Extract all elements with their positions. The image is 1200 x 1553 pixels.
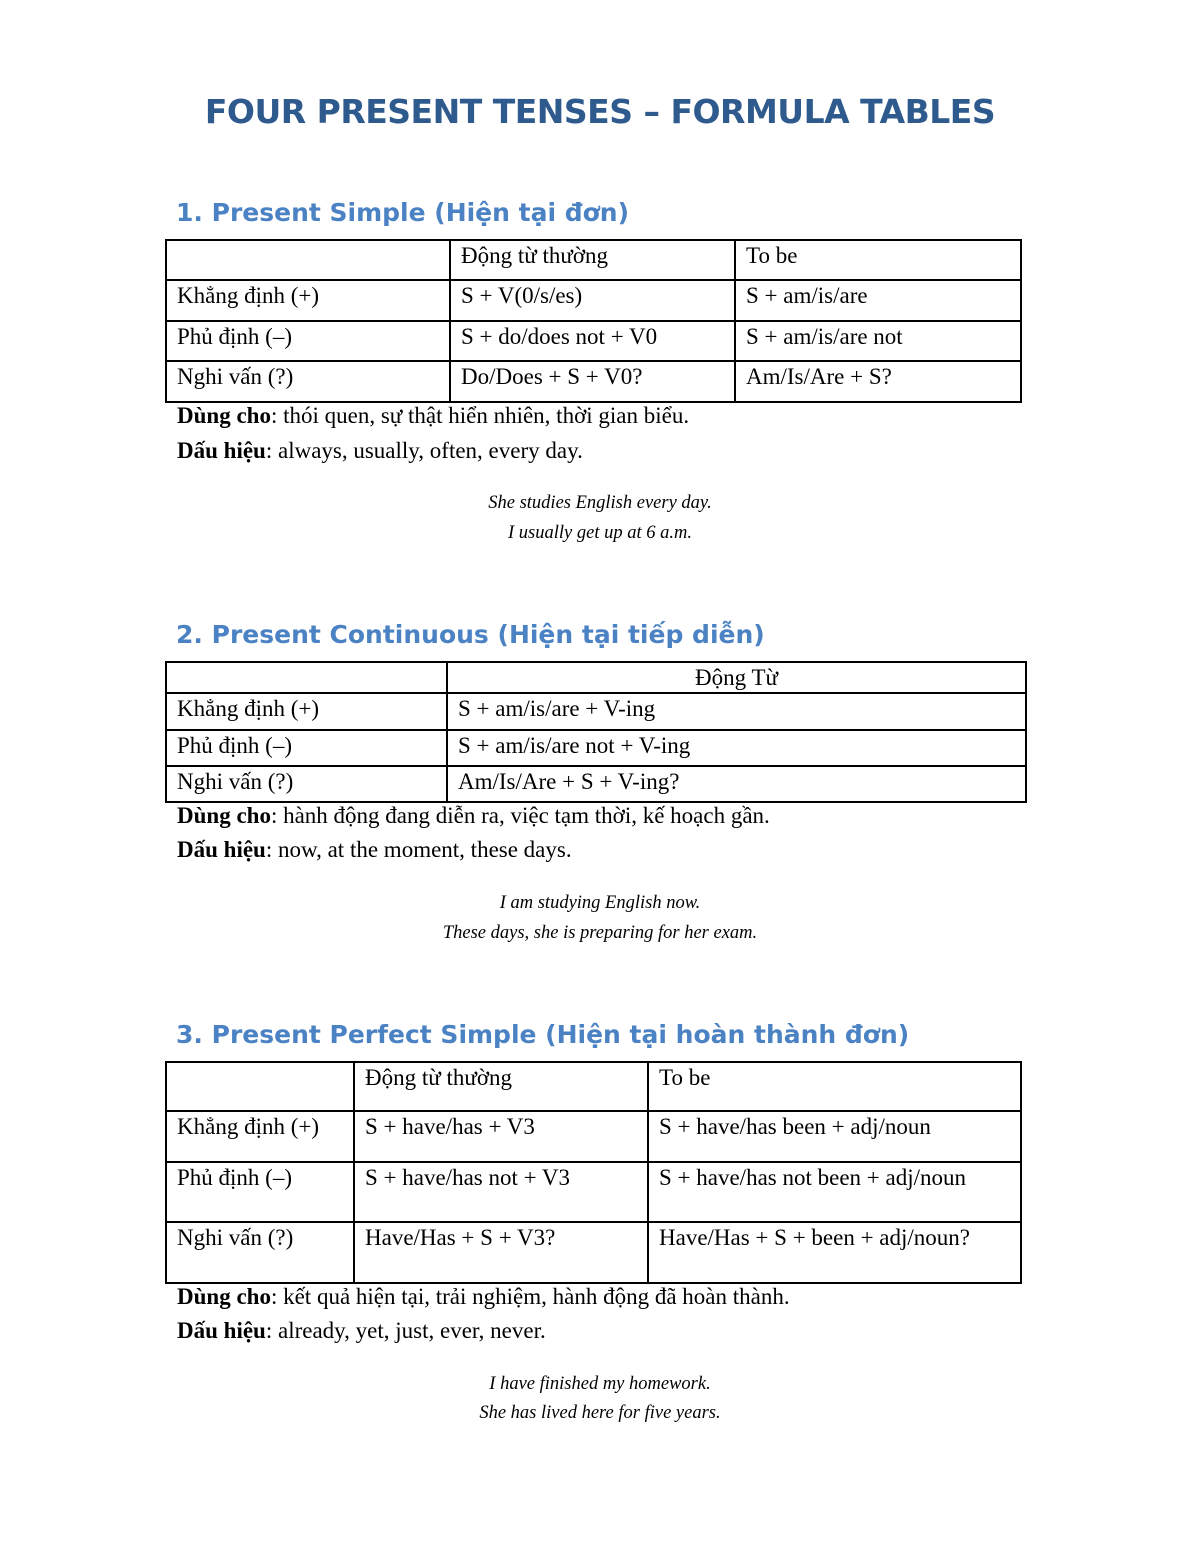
example-sentence: I am studying English now. xyxy=(499,893,701,913)
row-label: Phủ định (–) xyxy=(166,321,450,361)
table-cell: Do/Does + S + V0? xyxy=(450,361,735,402)
row-label: Khẳng định (+) xyxy=(166,280,450,321)
table-header-cell: To be xyxy=(735,240,1021,280)
table-cell: Am/Is/Are + S? xyxy=(735,361,1021,402)
signal-label: Dấu hiệu xyxy=(177,1318,266,1343)
row-label: Khẳng định (+) xyxy=(166,693,447,730)
signal-label: Dấu hiệu xyxy=(177,837,266,862)
example-sentence: She has lived here for five years. xyxy=(479,1403,721,1423)
table-row xyxy=(166,730,1026,766)
section-heading-present-perfect xyxy=(176,1020,909,1049)
section-number: 2. xyxy=(176,620,203,649)
signal-note xyxy=(177,438,583,464)
usage-label: Dùng cho xyxy=(177,803,271,828)
page-title: FOUR PRESENT TENSES – FORMULA TABLES xyxy=(204,92,996,131)
table-cell: Have/Has + S + been + adj/noun? xyxy=(648,1222,1021,1283)
table-cell: S + have/has + V3 xyxy=(354,1111,648,1162)
table-row xyxy=(166,693,1026,730)
example-sentence: I usually get up at 6 a.m. xyxy=(508,523,692,543)
table-cell: S + have/has been + adj/noun xyxy=(648,1111,1021,1162)
table-cell: Am/Is/Are + S + V-ing? xyxy=(447,766,1026,802)
table-cell: S + have/has not been + adj/noun xyxy=(648,1162,1021,1222)
signal-text: : now, at the moment, these days. xyxy=(265,837,572,862)
example-sentence: I have finished my homework. xyxy=(489,1374,711,1394)
section-heading-present-simple xyxy=(176,198,629,227)
table-cell xyxy=(166,240,450,280)
table-header-cell: Động từ thường xyxy=(354,1062,648,1111)
table-row xyxy=(166,1222,1021,1283)
usage-text: : hành động đang diễn ra, việc tạm thời, kế hoạch gần. xyxy=(270,803,770,828)
table-row xyxy=(166,1162,1021,1222)
table-cell: S + am/is/are not + V-ing xyxy=(447,730,1026,766)
usage-note xyxy=(177,1284,790,1310)
usage-label: Dùng cho xyxy=(177,1284,271,1309)
table-header-cell: Động Từ xyxy=(447,662,1026,693)
section-number: 3. xyxy=(176,1020,203,1049)
signal-note xyxy=(177,837,572,863)
table-row xyxy=(166,280,1021,321)
section-number: 1. xyxy=(176,198,203,227)
table-cell: S + do/does not + V0 xyxy=(450,321,735,361)
signal-text: : already, yet, just, ever, never. xyxy=(265,1318,546,1343)
row-label: Nghi vấn (?) xyxy=(166,1222,354,1283)
table-row xyxy=(166,1111,1021,1162)
table-cell xyxy=(166,1062,354,1111)
section-title: Present Perfect Simple (Hiện tại hoàn thành đơn) xyxy=(211,1020,910,1049)
table-header-row xyxy=(166,1062,1021,1111)
example-sentence: These days, she is preparing for her exam. xyxy=(442,923,758,943)
usage-note xyxy=(177,803,770,829)
section-title: Present Continuous (Hiện tại tiếp diễn) xyxy=(211,620,765,649)
row-label: Khẳng định (+) xyxy=(166,1111,354,1162)
table-header-cell: To be xyxy=(648,1062,1021,1111)
usage-note xyxy=(177,403,689,429)
table-cell: S + have/has not + V3 xyxy=(354,1162,648,1222)
row-label: Phủ định (–) xyxy=(166,1162,354,1222)
row-label: Nghi vấn (?) xyxy=(166,766,447,802)
example-sentence: She studies English every day. xyxy=(488,493,712,513)
table-header-cell: Động từ thường xyxy=(450,240,735,280)
table-header-row xyxy=(166,240,1021,280)
usage-text: : kết quả hiện tại, trải nghiệm, hành động đã hoàn thành. xyxy=(270,1284,790,1309)
row-label: Phủ định (–) xyxy=(166,730,447,766)
signal-text: : always, usually, often, every day. xyxy=(265,438,583,463)
table-cell: S + am/is/are + V-ing xyxy=(447,693,1026,730)
present-perfect-table xyxy=(165,1061,1022,1284)
signal-note xyxy=(177,1318,546,1344)
present-continuous-table xyxy=(165,661,1027,803)
table-cell: Have/Has + S + V3? xyxy=(354,1222,648,1283)
section-heading-present-continuous xyxy=(176,620,765,649)
table-row xyxy=(166,321,1021,361)
table-cell: S + am/is/are xyxy=(735,280,1021,321)
table-row xyxy=(166,766,1026,802)
table-header-row xyxy=(166,662,1026,693)
signal-label: Dấu hiệu xyxy=(177,438,266,463)
usage-text: : thói quen, sự thật hiển nhiên, thời gian biểu. xyxy=(270,403,690,428)
table-cell: S + am/is/are not xyxy=(735,321,1021,361)
table-cell: S + V(0/s/es) xyxy=(450,280,735,321)
section-title: Present Simple (Hiện tại đơn) xyxy=(211,198,630,227)
table-row xyxy=(166,361,1021,402)
usage-label: Dùng cho xyxy=(177,403,271,428)
row-label: Nghi vấn (?) xyxy=(166,361,450,402)
table-cell xyxy=(166,662,447,693)
present-simple-table xyxy=(165,239,1022,403)
